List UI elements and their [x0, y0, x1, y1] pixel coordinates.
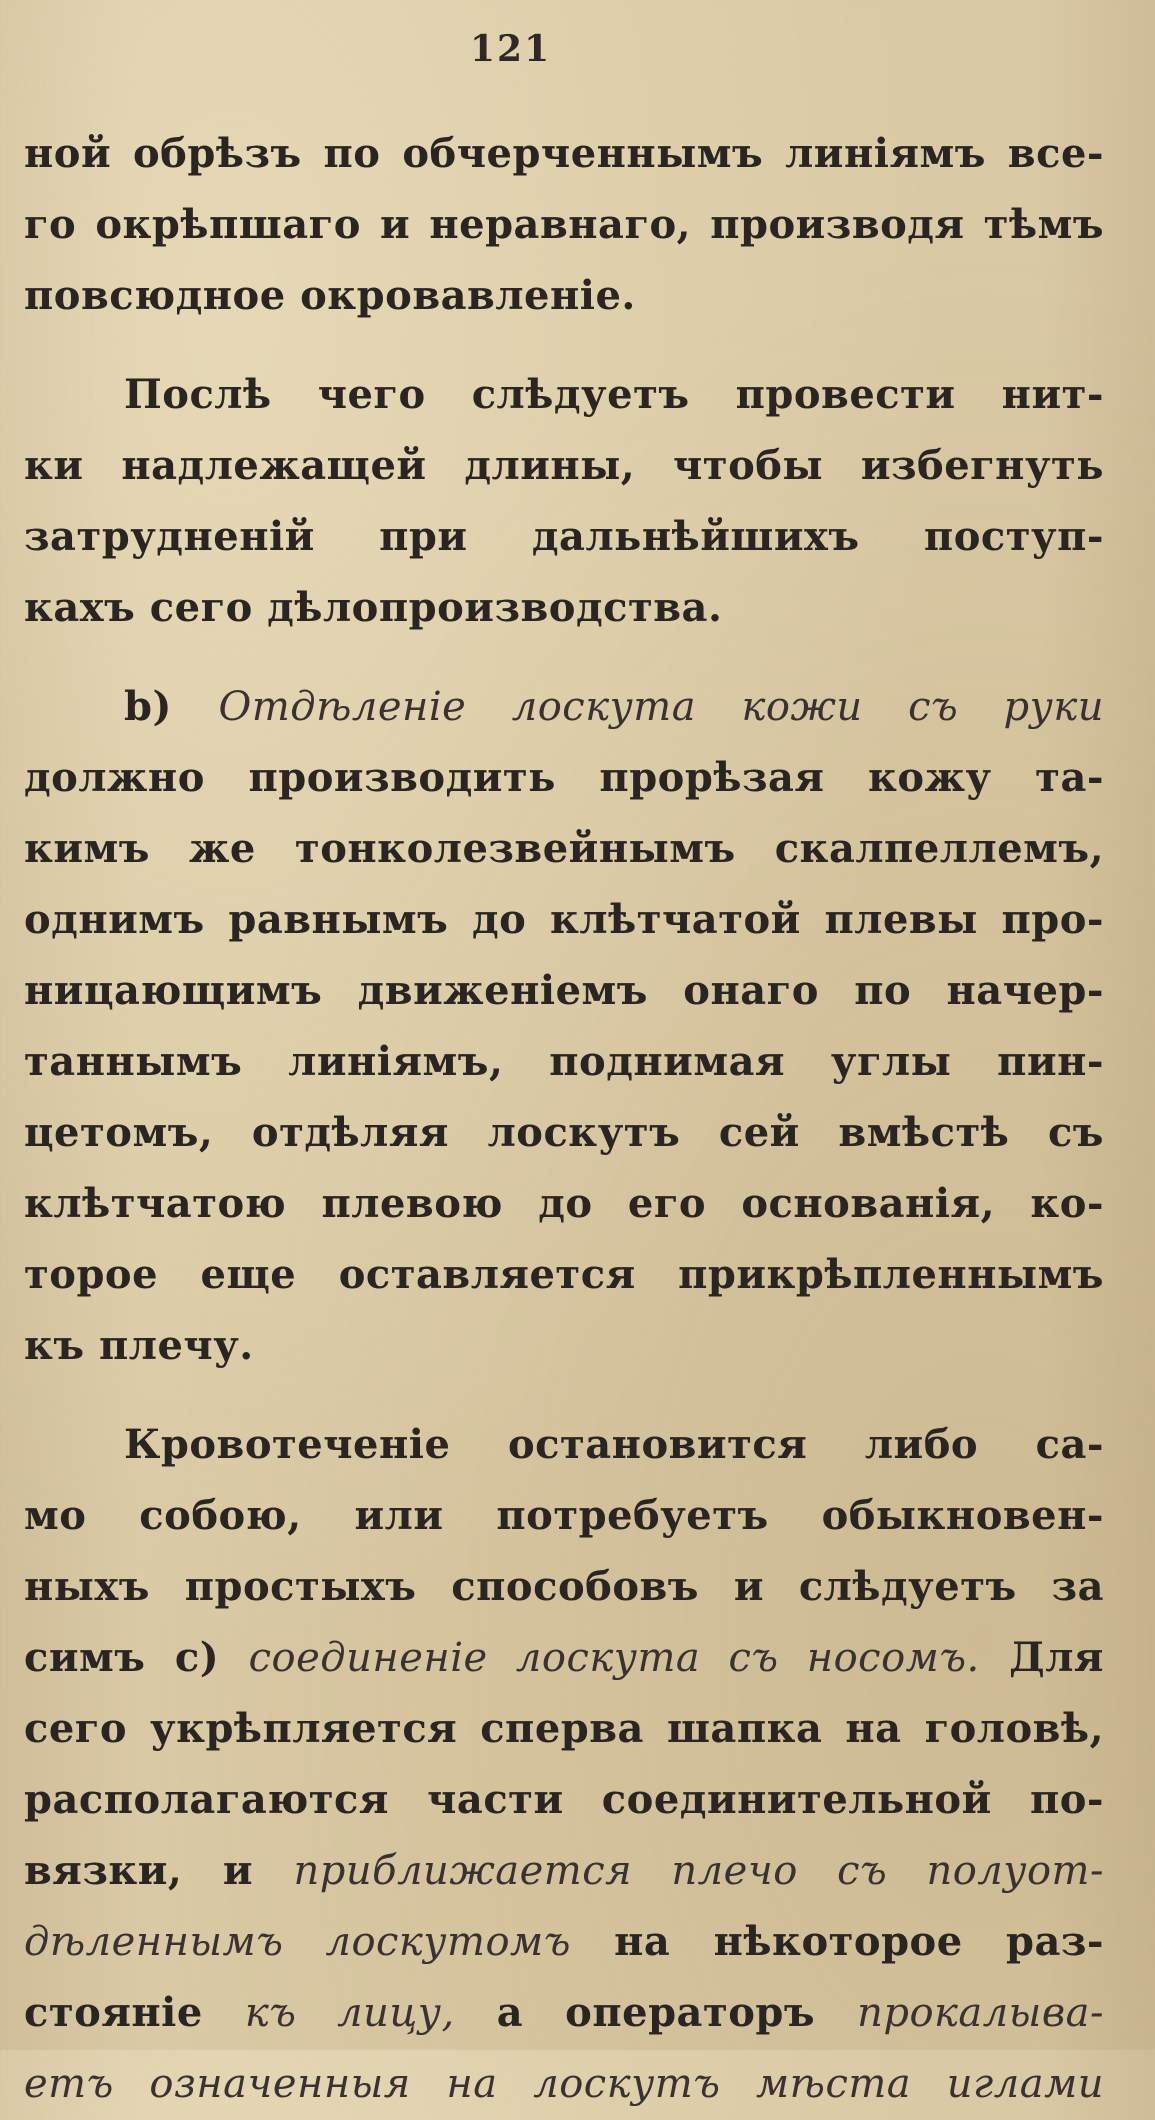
text-line: торое еще оставляется прикрѣпленнымъ [24, 1251, 1104, 1298]
text-line-mixed [24, 1835, 1104, 1906]
text-run: вязки, и [24, 1847, 254, 1894]
italic-run: прокалыва- [857, 1990, 1104, 2036]
text-line: клѣтчатою плевою до его основанія, ко- [24, 1180, 1104, 1227]
text-line: должно производить прорѣзая кожу та- [24, 754, 1104, 801]
section-heading-italic: Отдѣленіе лоскута кожи съ руки [218, 684, 1104, 730]
text-line: къ плечу. [24, 1322, 254, 1369]
text-line-mixed [24, 1977, 1104, 2048]
text-line: го окрѣпшаго и неравнаго, производя тѣмъ [24, 201, 1104, 248]
text-line: ной обрѣзъ по обчерченнымъ линіямъ все- [24, 130, 1104, 177]
page-number: 121 [470, 28, 552, 70]
text-line: затрудненій при дальнѣйшихъ поступ- [24, 513, 1104, 560]
text-line: сего укрѣпляется сперва шапка на головѣ, [24, 1705, 1104, 1752]
text-line: однимъ равнымъ до клѣтчатой плевы про- [24, 896, 1104, 943]
text-line: таннымъ линіямъ, поднимая углы пин- [24, 1038, 1104, 1085]
text-line: повсюдное окровавленіе. [24, 272, 636, 319]
text-line: располагаются части соединительной по- [24, 1776, 1104, 1823]
text-line-mixed [24, 1622, 1104, 1693]
text-run: а операторъ [496, 1989, 816, 2036]
text-run: стояніе [24, 1989, 203, 2036]
text-run: на нѣкоторое раз- [614, 1918, 1104, 1965]
text-line: ныхъ простыхъ способовъ и слѣдуетъ за [24, 1563, 1104, 1610]
italic-run: дѣленнымъ лоскутомъ [24, 1919, 571, 1965]
text-line: ки надлежащей длины, чтобы избегнуть [24, 442, 1104, 489]
text-line-mixed [24, 2048, 1104, 2119]
italic-run: приближается плечо съ полуот- [293, 1848, 1104, 1894]
text-line: цетомъ, отдѣляя лоскутъ сей вмѣстѣ съ [24, 1109, 1104, 1156]
text-run: Для [1009, 1634, 1104, 1681]
text-line: кахъ сего дѣлопроизводства. [24, 584, 723, 631]
text-line-heading [24, 671, 1104, 742]
list-marker: b) [124, 683, 172, 730]
italic-run: къ лицу, [244, 1990, 455, 2036]
section-heading-italic: соединеніе лоскута съ носомъ. [248, 1635, 980, 1681]
text-line: ницающимъ движеніемъ онаго по начер- [24, 967, 1104, 1014]
text-line: мо собою, или потребуетъ обыкновен- [24, 1492, 1104, 1539]
italic-run: етъ означенныя на лоскутъ мѣста иглами [24, 2061, 1104, 2107]
text-line: Послѣ чего слѣдуетъ провести нит- [124, 371, 1104, 418]
page-text [24, 118, 1104, 2119]
text-line-mixed [24, 1906, 1104, 1977]
text-line: кимъ же тонколезвейнымъ скалпеллемъ, [24, 825, 1104, 872]
text-line: Кровотеченіе остановится либо са- [124, 1421, 1104, 1468]
text-run: симъ c) [24, 1634, 220, 1681]
